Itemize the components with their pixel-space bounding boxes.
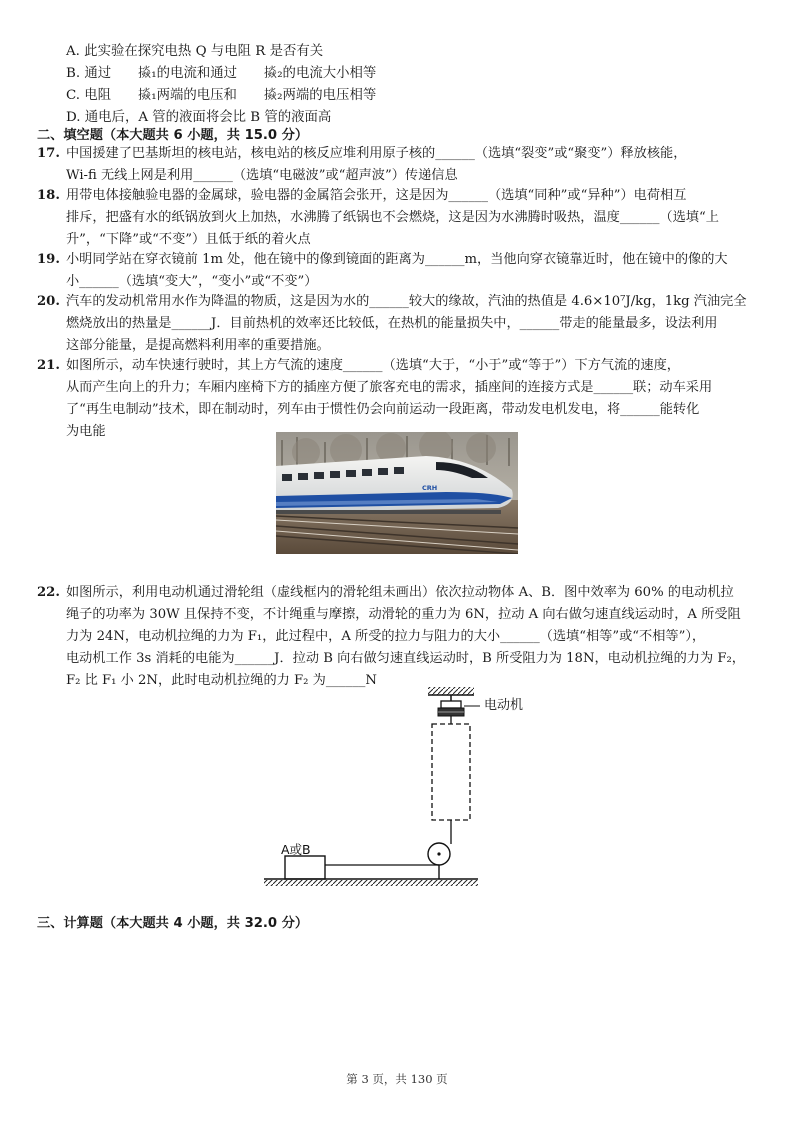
question-22-line: F₂ 比 F₁ 小 2N，此时电动机拉绳的力 F₂ 为______N bbox=[66, 673, 377, 688]
motor-label: 电动机 bbox=[484, 698, 524, 713]
question-22-line: 绳子的功率为 30W 且保持不变，不计绳重与摩擦，动滑轮的重力为 6N，拉动 A 向右做匀速直线运动时，A 所受阻 bbox=[66, 607, 741, 622]
block-label: A或B bbox=[281, 842, 311, 857]
question-21-line: 为电能 bbox=[66, 424, 106, 439]
hidden-pulley-box bbox=[432, 724, 470, 820]
question-21-line: 了“再生电制动”技术，即在制动时，列车由于惯性仍会向前运动一段距离，带动发电机发电，将______能转化 bbox=[66, 402, 700, 417]
bullet-train-photo bbox=[276, 432, 518, 554]
question-17-line: Wi-fi 无线上网是利用______（选填“电磁波”或“超声波”）传递信息 bbox=[66, 168, 458, 183]
question-18-line: 升”，“下降”或“不变”）且低于纸的着火点 bbox=[66, 232, 311, 247]
question-22-line: 力为 24N，电动机拉绳的力为 F₁，此过程中，A 所受的拉力与阻力的大小______（选填“相等”或“不相等”）， bbox=[66, 629, 706, 644]
question-number: 21. bbox=[37, 358, 60, 373]
block-a-or-b bbox=[285, 856, 325, 879]
option-a: A. 此实验在探究电热 Q 与电阻 R 是否有关 bbox=[66, 44, 324, 59]
question-number: 19. bbox=[37, 252, 60, 267]
option-b: B. 通过 𢴵₁的电流和通过 𢴵₂的电流大小相等 bbox=[66, 66, 377, 81]
option-d: D. 通电后，A 管的液面将会比 B 管的液面高 bbox=[66, 110, 332, 125]
question-20-line: 汽车的发动机常用水作为降温的物质，这是因为水的______较大的缘故，汽油的热值是 4.6×10⁷J/kg，1kg 汽油完全 bbox=[66, 294, 747, 309]
pulley-motor-diagram bbox=[258, 684, 538, 892]
motor-icon bbox=[441, 701, 461, 708]
option-c: C. 电阻 𢴵₁两端的电压和 𢴵₂两端的电压相等 bbox=[66, 88, 377, 103]
question-18-line: 排斥，把盛有水的纸锅放到火上加热，水沸腾了纸锅也不会燃烧，这是因为水沸腾时吸热，温度______（选填“上 bbox=[66, 210, 719, 225]
section-heading-calculation: 三、计算题（本大题共 4 小题，共 32.0 分） bbox=[37, 916, 309, 931]
question-21-line: 如图所示，动车快速行驶时，其上方气流的速度______（选填“大于，“小于”或“等于”）下方气流的速度， bbox=[66, 358, 680, 373]
question-22-line: 电动机工作 3s 消耗的电能为______J．拉动 B 向右做匀速直线运动时，B 所受阻力为 18N，电动机拉绳的力为 F₂， bbox=[66, 651, 745, 666]
question-number: 17. bbox=[37, 146, 60, 161]
train-logo: CRH bbox=[422, 484, 438, 492]
question-number: 22. bbox=[37, 585, 60, 600]
question-17-line: 中国援建了巴基斯坦的核电站，核电站的核反应堆利用原子核的______（选填“裂变”或“聚变”）释放核能， bbox=[66, 146, 687, 161]
question-20-line: 燃烧放出的热量是______J．目前热机的效率还比较低，在热机的能量损失中，______带走的能量最多，设法利用 bbox=[66, 316, 718, 331]
page-footer: 第 3 页，共 130 页 bbox=[346, 1072, 448, 1086]
question-19-line: 小明同学站在穿衣镜前 1m 处，他在镜中的像到镜面的距离为______m，当他向穿衣镜靠近时，他在镜中的像的大 bbox=[66, 252, 728, 267]
question-21-line: 从而产生向上的升力；车厢内座椅下方的插座方便了旅客充电的需求，插座间的连接方式是______联；动车采用 bbox=[66, 380, 713, 395]
question-19-line: 小______（选填“变大”，“变小”或“不变”） bbox=[66, 274, 318, 289]
question-22-line: 如图所示，利用电动机通过滑轮组（虚线框内的滑轮组未画出）依次拉动物体 A、B．图中效率为 60% 的电动机拉 bbox=[66, 585, 734, 600]
question-20-line: 这部分能量，是提高燃料利用率的重要措施。 bbox=[66, 338, 330, 353]
question-18-line: 用带电体接触验电器的金属球，验电器的金属箔会张开，这是因为______（选填“同种”或“异种”）电荷相互 bbox=[66, 188, 687, 203]
section-heading-fill-blank: 二、填空题（本大题共 6 小题，共 15.0 分） bbox=[37, 128, 309, 143]
question-number: 20. bbox=[37, 294, 60, 309]
question-number: 18. bbox=[37, 188, 60, 203]
